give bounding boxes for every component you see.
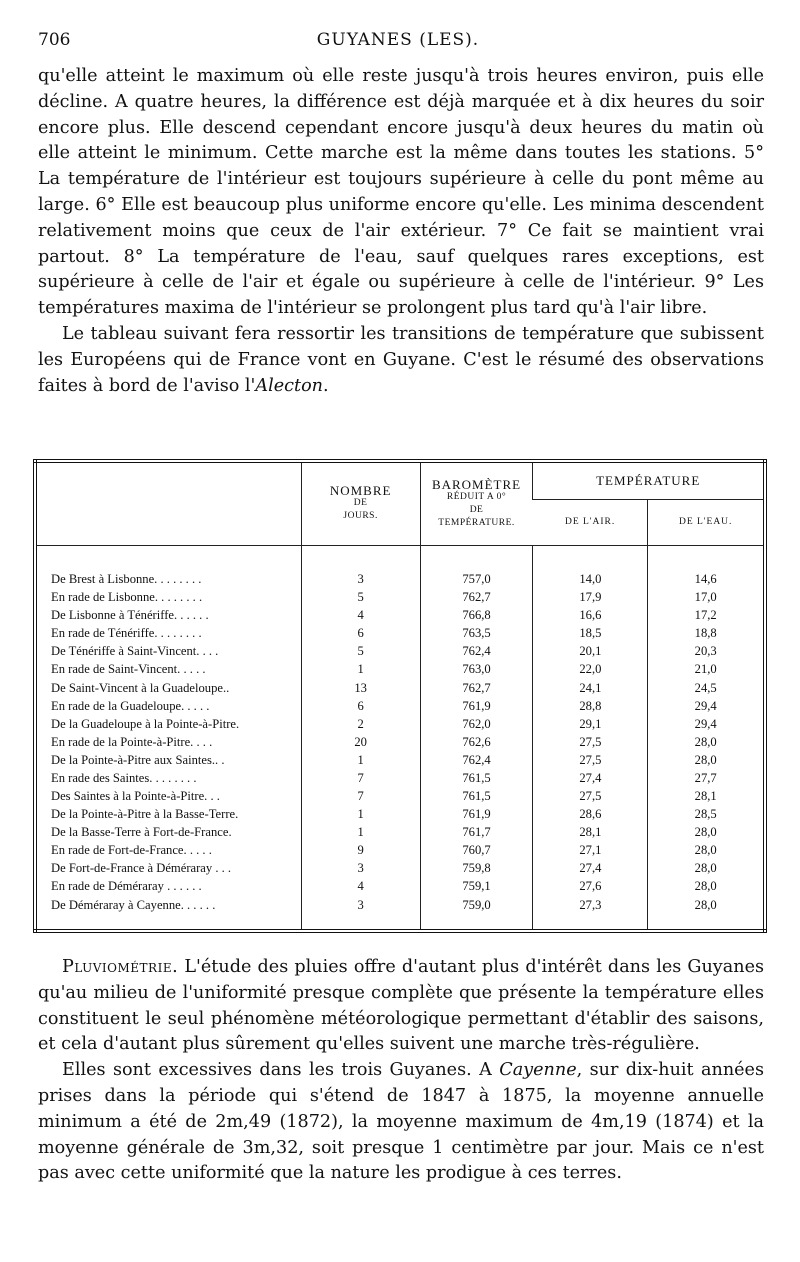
cell-air: 18,5 xyxy=(533,625,648,643)
cell-air: 14,0 xyxy=(533,545,648,589)
cell-baro: 766,8 xyxy=(420,607,533,625)
cell-jours: 6 xyxy=(301,697,420,715)
cell-route: De Saint-Vincent à la Guadeloupe.. xyxy=(51,680,230,695)
cell-baro: 759,1 xyxy=(420,878,533,896)
table-row xyxy=(35,896,765,931)
cell-baro: 757,0 xyxy=(420,545,533,589)
cell-air: 27,5 xyxy=(533,788,648,806)
cell-baro: 761,9 xyxy=(420,697,533,715)
table-row xyxy=(35,769,765,787)
cell-jours: 1 xyxy=(301,661,420,679)
page-header xyxy=(38,30,758,54)
cell-route: De Lisbonne à Ténériffe. . . . . . xyxy=(51,608,209,623)
cell-baro: 762,4 xyxy=(420,751,533,769)
cell-eau: 18,8 xyxy=(648,625,765,643)
cell-jours: 3 xyxy=(301,896,420,931)
cell-air: 27,6 xyxy=(533,878,648,896)
cell-eau: 21,0 xyxy=(648,661,765,679)
table-row xyxy=(35,824,765,842)
table-row xyxy=(35,788,765,806)
cell-jours: 3 xyxy=(301,545,420,589)
cell-route: En rade des Saintes. . . . . . . . xyxy=(51,770,197,785)
cell-air: 16,6 xyxy=(533,607,648,625)
cell-baro: 762,7 xyxy=(420,679,533,697)
cell-eau: 28,0 xyxy=(648,751,765,769)
eau-header: DE L'EAU. xyxy=(648,499,765,545)
cell-air: 27,5 xyxy=(533,751,648,769)
cell-air: 27,3 xyxy=(533,896,648,931)
cell-eau: 29,4 xyxy=(648,715,765,733)
table-row xyxy=(35,545,765,589)
cell-baro: 762,4 xyxy=(420,643,533,661)
cell-baro: 762,6 xyxy=(420,733,533,751)
table-row xyxy=(35,625,765,643)
cell-route: De la Guadeloupe à la Pointe-à-Pitre. xyxy=(51,716,240,731)
cell-jours: 4 xyxy=(301,607,420,625)
table-row xyxy=(35,806,765,824)
cell-route: De Déméraray à Cayenne. . . . . . xyxy=(51,897,216,912)
cell-jours: 6 xyxy=(301,625,420,643)
observations-table xyxy=(33,459,767,933)
cell-jours: 1 xyxy=(301,824,420,842)
cell-jours: 5 xyxy=(301,643,420,661)
table-row xyxy=(35,842,765,860)
ship-name: Alecton xyxy=(255,375,323,396)
cell-air: 28,6 xyxy=(533,806,648,824)
cell-jours: 3 xyxy=(301,860,420,878)
cell-route: En rade de Fort-de-France. . . . . xyxy=(51,843,212,858)
cell-baro: 761,5 xyxy=(420,788,533,806)
cell-air: 22,0 xyxy=(533,661,648,679)
cell-jours: 1 xyxy=(301,751,420,769)
cell-route: En rade de Lisbonne. . . . . . . . xyxy=(51,590,203,605)
intro-text xyxy=(38,64,764,399)
cell-baro: 763,0 xyxy=(420,661,533,679)
cell-jours: 20 xyxy=(301,733,420,751)
cell-baro: 759,8 xyxy=(420,860,533,878)
cell-air: 27,4 xyxy=(533,769,648,787)
cell-jours: 1 xyxy=(301,806,420,824)
table-row xyxy=(35,661,765,679)
barometre-header: BAROMÈTRE RÉDUIT A 0° DE TEMPÉRATURE. xyxy=(420,461,533,545)
cell-route: En rade de Saint-Vincent. . . . . xyxy=(51,662,206,677)
table-row xyxy=(35,715,765,733)
cell-route: De la Pointe-à-Pitre à la Basse-Terre. xyxy=(51,806,239,821)
table-row xyxy=(35,697,765,715)
cell-route: De Fort-de-France à Déméraray . . . xyxy=(51,861,232,876)
table-row xyxy=(35,733,765,751)
cell-eau: 29,4 xyxy=(648,697,765,715)
cell-air: 27,5 xyxy=(533,733,648,751)
cell-jours: 7 xyxy=(301,788,420,806)
cell-route: De Brest à Lisbonne. . . . . . . . xyxy=(51,571,202,586)
cell-eau: 17,0 xyxy=(648,589,765,607)
table-row xyxy=(35,878,765,896)
cell-eau: 28,5 xyxy=(648,806,765,824)
cell-jours: 2 xyxy=(301,715,420,733)
table-intro-end: . xyxy=(323,375,329,396)
cell-route: En rade de Ténériffe. . . . . . . . xyxy=(51,626,202,641)
cell-eau: 28,0 xyxy=(648,896,765,931)
cell-route: De la Pointe-à-Pitre aux Saintes.. . xyxy=(51,752,225,767)
cell-baro: 761,7 xyxy=(420,824,533,842)
cell-jours: 4 xyxy=(301,878,420,896)
pluviometrie-heading: Pluviométrie. xyxy=(62,957,179,977)
cayenne-paragraph: Elles sont excessives dans les trois Guyanes. A Cayenne, sur dix-huit années prises dans la période qui s'étend de 1847 à 1875, la moyenne annuelle minimum a été de 2m,49 (1872), la moyenne maximum de 4m,19 (1874) et la moyenne générale de 3m,32, soit presque 1 centimètre par jour. Mais ce n'est pas avec cette uniformité que la nature les prodigue à ces terres. xyxy=(38,1060,765,1184)
cell-air: 27,4 xyxy=(533,860,648,878)
cell-baro: 762,7 xyxy=(420,589,533,607)
cell-eau: 27,7 xyxy=(648,769,765,787)
cell-eau: 28,0 xyxy=(648,824,765,842)
cell-jours: 7 xyxy=(301,769,420,787)
table-row xyxy=(35,589,765,607)
cell-eau: 28,1 xyxy=(648,788,765,806)
cell-eau: 28,0 xyxy=(648,878,765,896)
cell-air: 28,8 xyxy=(533,697,648,715)
table-row xyxy=(35,751,765,769)
pluviometrie-text xyxy=(38,955,764,1187)
cell-baro: 760,7 xyxy=(420,842,533,860)
cell-baro: 759,0 xyxy=(420,896,533,931)
table-intro-paragraph xyxy=(38,322,764,399)
table-body xyxy=(35,545,765,931)
cell-baro: 763,5 xyxy=(420,625,533,643)
page-number: 706 xyxy=(38,30,71,50)
running-title: GUYANES (LES). xyxy=(316,30,480,50)
cell-route: En rade de Déméraray . . . . . . xyxy=(51,879,202,894)
pluviometrie-body: L'étude des pluies offre d'autant plus d'intérêt dans les Guyanes qu'au milieu de l'uniformité presque complète que présente la température elles constituent le seul phénomène météorologique permettant d'établir des saisons, et cela d'autant plus sûrement qu'elles suivent une marche très-régulière. xyxy=(38,957,765,1055)
cell-eau: 28,0 xyxy=(648,860,765,878)
cell-eau: 20,3 xyxy=(648,643,765,661)
cell-baro: 761,5 xyxy=(420,769,533,787)
cell-air: 17,9 xyxy=(533,589,648,607)
cell-route: De Ténériffe à Saint-Vincent. . . . xyxy=(51,644,219,659)
table-row xyxy=(35,643,765,661)
nombre-header: NOMBRE DE JOURS. xyxy=(301,461,420,545)
temperature-header: TEMPÉRATURE xyxy=(533,461,765,499)
cell-air: 29,1 xyxy=(533,715,648,733)
pluviometrie-paragraph xyxy=(38,955,764,1058)
cell-jours: 5 xyxy=(301,589,420,607)
table-row xyxy=(35,607,765,625)
cell-jours: 9 xyxy=(301,842,420,860)
cell-eau: 24,5 xyxy=(648,679,765,697)
cell-baro: 761,9 xyxy=(420,806,533,824)
cell-route: De la Basse-Terre à Fort-de-France. xyxy=(51,825,232,840)
cell-eau: 17,2 xyxy=(648,607,765,625)
intro-paragraph: qu'elle atteint le maximum où elle reste jusqu'à trois heures environ, puis elle décline. A quatre heures, la différence est déjà marquée et à dix heures du soir encore plus. Elle descend cependant encore jusqu'à deux heures du matin où elle atteint le minimum. Cette marche est la même dans toutes les stations. 5° La température de l'intérieur est toujours supérieure à celle du pont même au large. 6° Elle est beaucoup plus uniforme encore qu'elle. Les minima descendent relativement moins que ceux de l'air extérieur. 7° Ce fait se maintient vrai partout. 8° La température de l'eau, sauf quelques rares exceptions, est supérieure à celle de l'air et égale ou supérieure à celle de l'intérieur. 9° Les températures maxima de l'intérieur se prolongent plus tard qu'à l'air libre. xyxy=(38,66,764,319)
cell-air: 24,1 xyxy=(533,679,648,697)
air-header: DE L'AIR. xyxy=(533,499,648,545)
cell-eau: 14,6 xyxy=(648,545,765,589)
table-row xyxy=(35,679,765,697)
cell-eau: 28,0 xyxy=(648,733,765,751)
table-row xyxy=(35,860,765,878)
cell-baro: 762,0 xyxy=(420,715,533,733)
table-intro-text: Le tableau suivant fera ressortir les transitions de température que subissent les Européens qui de France vont en Guyane. C'est le résumé des observations faites à bord de l'aviso l' xyxy=(38,323,764,396)
cell-route: En rade de la Guadeloupe. . . . . xyxy=(51,698,210,713)
cell-jours: 13 xyxy=(301,679,420,697)
cell-air: 20,1 xyxy=(533,643,648,661)
route-header xyxy=(35,461,301,545)
cell-eau: 28,0 xyxy=(648,842,765,860)
cell-air: 27,1 xyxy=(533,842,648,860)
cell-route: En rade de la Pointe-à-Pitre. . . . xyxy=(51,734,213,749)
cell-route: Des Saintes à la Pointe-à-Pitre. . . xyxy=(51,788,220,803)
cell-air: 28,1 xyxy=(533,824,648,842)
place-cayenne: Cayenne xyxy=(499,1060,577,1081)
